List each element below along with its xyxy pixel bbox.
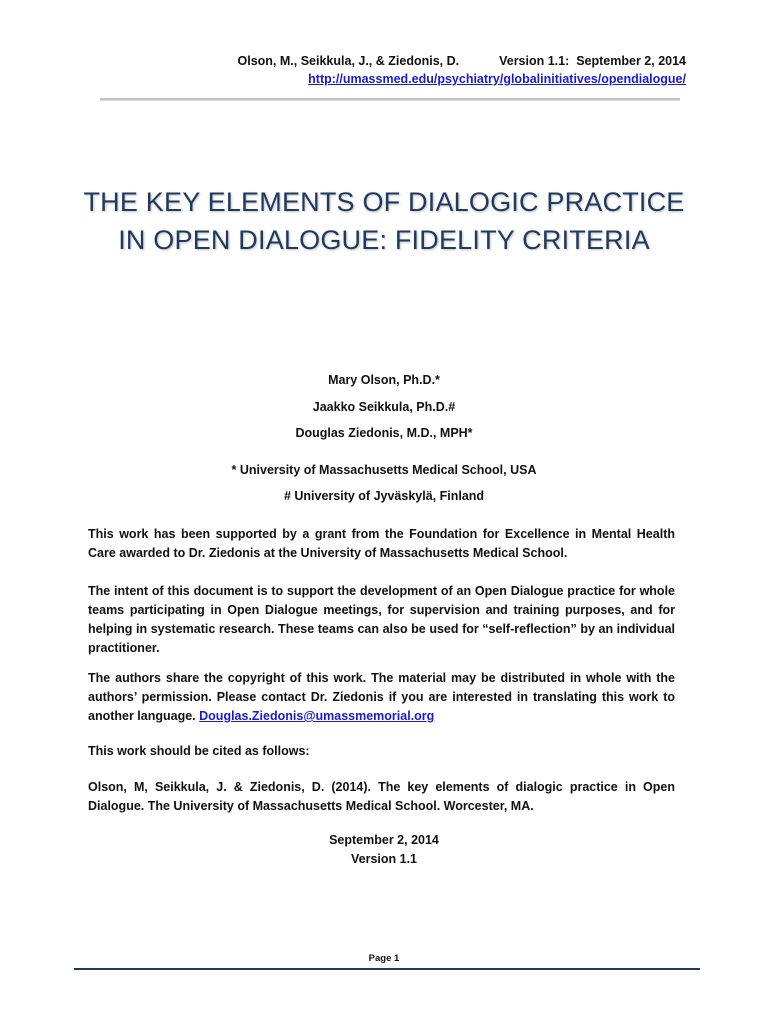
title-line-1: THE KEY ELEMENTS OF DIALOGIC PRACTICE: [83, 187, 685, 217]
footer-divider: [74, 968, 700, 970]
grant-paragraph: This work has been supported by a grant from the Foundation for Excellence in Mental Health Care awarded to Dr. Ziedonis at the University of Massachusetts Medical School.: [88, 527, 675, 560]
author-1: Mary Olson, Ph.D.*: [328, 373, 440, 387]
affiliation-2: # University of Jyväskylä, Finland: [283, 489, 485, 503]
running-header: [238, 54, 686, 68]
header-url-link[interactable]: http://umassmed.edu/psychiatry/globalinitiatives/opendialogue/: [308, 72, 686, 86]
page-number: Page 1: [368, 953, 400, 964]
copyright-paragraph: [88, 669, 675, 726]
copyright-text: The authors share the copyright of this work. The material may be distributed in whole with the authors’ permission. Please contact Dr. Ziedonis if you are interested in translating this work to another language.: [88, 671, 675, 723]
header-version: Version 1.1: September 2, 2014: [499, 54, 686, 68]
title-line-2: IN OPEN DIALOGUE: FIDELITY CRITERIA: [118, 225, 650, 255]
affiliation-1: * University of Massachusetts Medical School, USA: [231, 463, 537, 477]
header-divider: [100, 98, 680, 100]
version-line: Version 1.1: [350, 852, 417, 866]
date-line: September 2, 2014: [329, 833, 439, 847]
author-2: Jaakko Seikkula, Ph.D.#: [312, 400, 456, 414]
contact-email-link[interactable]: Douglas.Ziedonis@umassmemorial.org: [199, 709, 435, 723]
author-3: Douglas Ziedonis, M.D., MPH*: [295, 426, 473, 440]
document-title: [0, 183, 768, 259]
header-citation: Olson, M., Seikkula, J., & Ziedonis, D.: [237, 54, 460, 68]
citation-paragraph: Olson, M, Seikkula, J. & Ziedonis, D. (2014). The key elements of dialogic practice in Open Dialogue. The University of Massachusetts Medical School. Worcester, MA.: [88, 780, 675, 813]
cite-intro: This work should be cited as follows:: [88, 744, 310, 758]
intent-paragraph: The intent of this document is to support the development of an Open Dialogue practice for whole teams participating in Open Dialogue meetings, for supervision and training purposes, and for helping in systematic research. These teams can also be used for “self-reflection” by an individual practitioner.: [88, 584, 675, 655]
